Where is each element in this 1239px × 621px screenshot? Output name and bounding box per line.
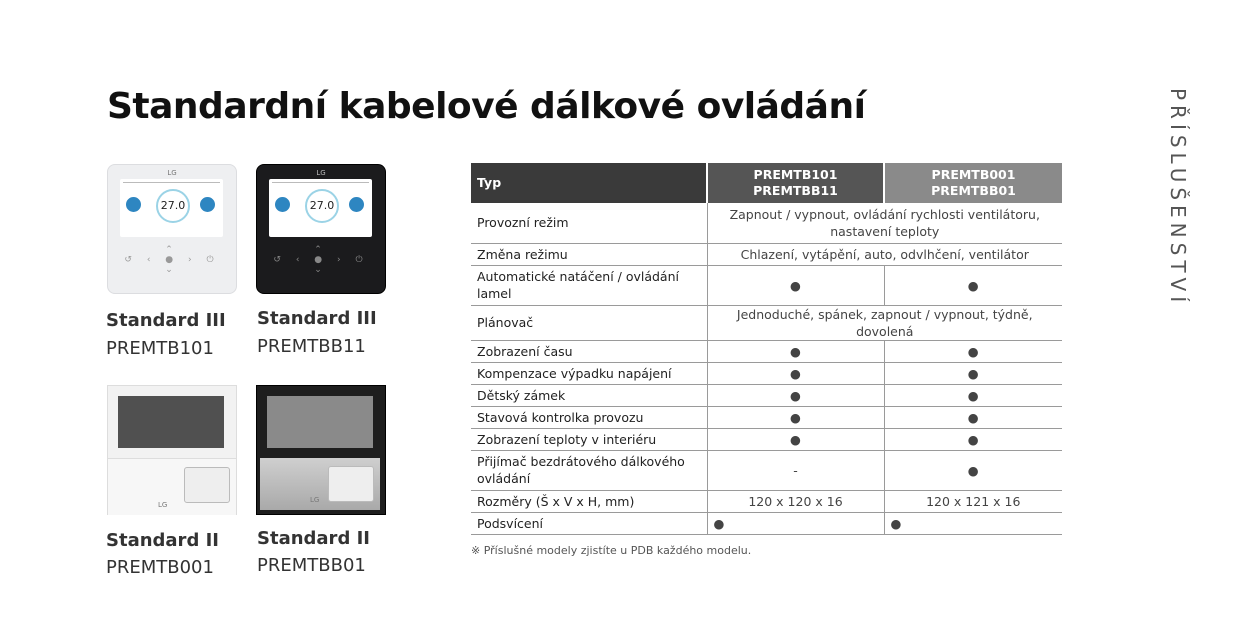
row-value: 120 x 120 x 16: [707, 490, 884, 512]
page-title: Standardní kabelové dálkové ovládání: [107, 86, 866, 127]
device-button-panel: [260, 458, 380, 510]
table-row: [471, 490, 1062, 512]
header-model: PREMTBB01: [931, 183, 1016, 198]
product-name: Standard II: [106, 530, 219, 551]
product-model: PREMTB101: [106, 338, 214, 359]
product-model: PREMTB001: [106, 557, 214, 578]
row-value: ●: [884, 340, 1062, 362]
product-name: Standard II: [257, 528, 370, 549]
product-image-premtb101: [107, 164, 237, 294]
device-screen: [269, 179, 372, 237]
lg-logo: LG: [167, 169, 177, 177]
fan-icon: [349, 197, 364, 212]
row-value: ●: [707, 265, 884, 305]
row-value: ●: [707, 384, 884, 406]
row-value: Chlazení, vytápění, auto, odvlhčení, ventilátor: [707, 243, 1062, 265]
table-row: [471, 243, 1062, 265]
table-row: [471, 340, 1062, 362]
section-side-label: PŘÍSLUŠENSTVÍ: [1166, 88, 1190, 308]
row-label: Zobrazení teploty v interiéru: [471, 428, 707, 450]
row-value: -: [707, 450, 884, 490]
row-label: Kompenzace výpadku napájení: [471, 362, 707, 384]
temperature-dial: 27.0: [305, 189, 339, 223]
lg-logo: LG: [310, 496, 320, 504]
row-value: Zapnout / vypnout, ovládání rychlosti ventilátoru, nastavení teploty: [707, 203, 1062, 243]
header-model: PREMTB001: [931, 167, 1016, 182]
snowflake-icon: [126, 197, 141, 212]
row-label: Rozměry (Š x V x H, mm): [471, 490, 707, 512]
row-value: ●: [884, 512, 1062, 534]
spec-table: [471, 163, 1062, 535]
footnote: ※ Příslušné modely zjistíte u PDB každého modelu.: [471, 544, 752, 557]
row-value: ●: [707, 428, 884, 450]
device-buttons: [184, 467, 230, 503]
header-model: PREMTBB11: [753, 183, 838, 198]
table-row: [471, 512, 1062, 534]
screen-status-bar: [272, 182, 369, 187]
product-model: PREMTBB01: [257, 555, 366, 576]
row-value: ●: [707, 362, 884, 384]
screen-status-bar: [123, 182, 220, 187]
device-lcd: [118, 396, 224, 448]
row-label: Změna režimu: [471, 243, 707, 265]
table-row: [471, 305, 1062, 340]
table-header-row: [471, 163, 1062, 203]
row-label: Přijímač bezdrátového dálkového ovládání: [471, 450, 707, 490]
device-button-panel: [108, 458, 236, 515]
temperature-dial: 27.0: [156, 189, 190, 223]
row-label: Zobrazení času: [471, 340, 707, 362]
header-typ: Typ: [471, 163, 707, 203]
row-value: ●: [707, 512, 884, 534]
product-name: Standard III: [257, 308, 377, 329]
product-image-premtb001: [107, 385, 237, 515]
table-row: [471, 203, 1062, 243]
header-model: PREMTB101: [753, 167, 838, 182]
table-row: [471, 406, 1062, 428]
product-image-premtbb01: [256, 385, 386, 515]
table-row: [471, 362, 1062, 384]
lg-logo: LG: [158, 501, 168, 509]
table-row: [471, 384, 1062, 406]
row-value: Jednoduché, spánek, zapnout / vypnout, týdně, dovolená: [707, 305, 1062, 340]
row-label: Stavová kontrolka provozu: [471, 406, 707, 428]
row-value: 120 x 121 x 16: [884, 490, 1062, 512]
table-row: [471, 265, 1062, 305]
product-image-premtbb11: [256, 164, 386, 294]
row-value: ●: [884, 428, 1062, 450]
row-label: Plánovač: [471, 305, 707, 340]
row-value: ●: [884, 265, 1062, 305]
lg-logo: LG: [316, 169, 326, 177]
device-screen: [120, 179, 223, 237]
device-keys: ⌃ ↺ ‹ ● › ⏻ ⌄: [124, 245, 220, 275]
device-lcd: [267, 396, 373, 448]
header-model-col1: [707, 163, 884, 203]
row-label: Dětský zámek: [471, 384, 707, 406]
row-label: Podsvícení: [471, 512, 707, 534]
fan-icon: [200, 197, 215, 212]
table-row: [471, 428, 1062, 450]
row-value: ●: [707, 340, 884, 362]
row-value: ●: [884, 384, 1062, 406]
row-value: ●: [707, 406, 884, 428]
header-model-col2: [884, 163, 1062, 203]
device-keys: ⌃ ↺ ‹ ● › ⏻ ⌄: [273, 245, 369, 275]
snowflake-icon: [275, 197, 290, 212]
product-name: Standard III: [106, 310, 226, 331]
row-label: Automatické natáčení / ovládání lamel: [471, 265, 707, 305]
row-value: ●: [884, 406, 1062, 428]
table-row: [471, 450, 1062, 490]
device-buttons: [328, 466, 374, 502]
product-model: PREMTBB11: [257, 336, 366, 357]
row-value: ●: [884, 362, 1062, 384]
row-label: Provozní režim: [471, 203, 707, 243]
row-value: ●: [884, 450, 1062, 490]
